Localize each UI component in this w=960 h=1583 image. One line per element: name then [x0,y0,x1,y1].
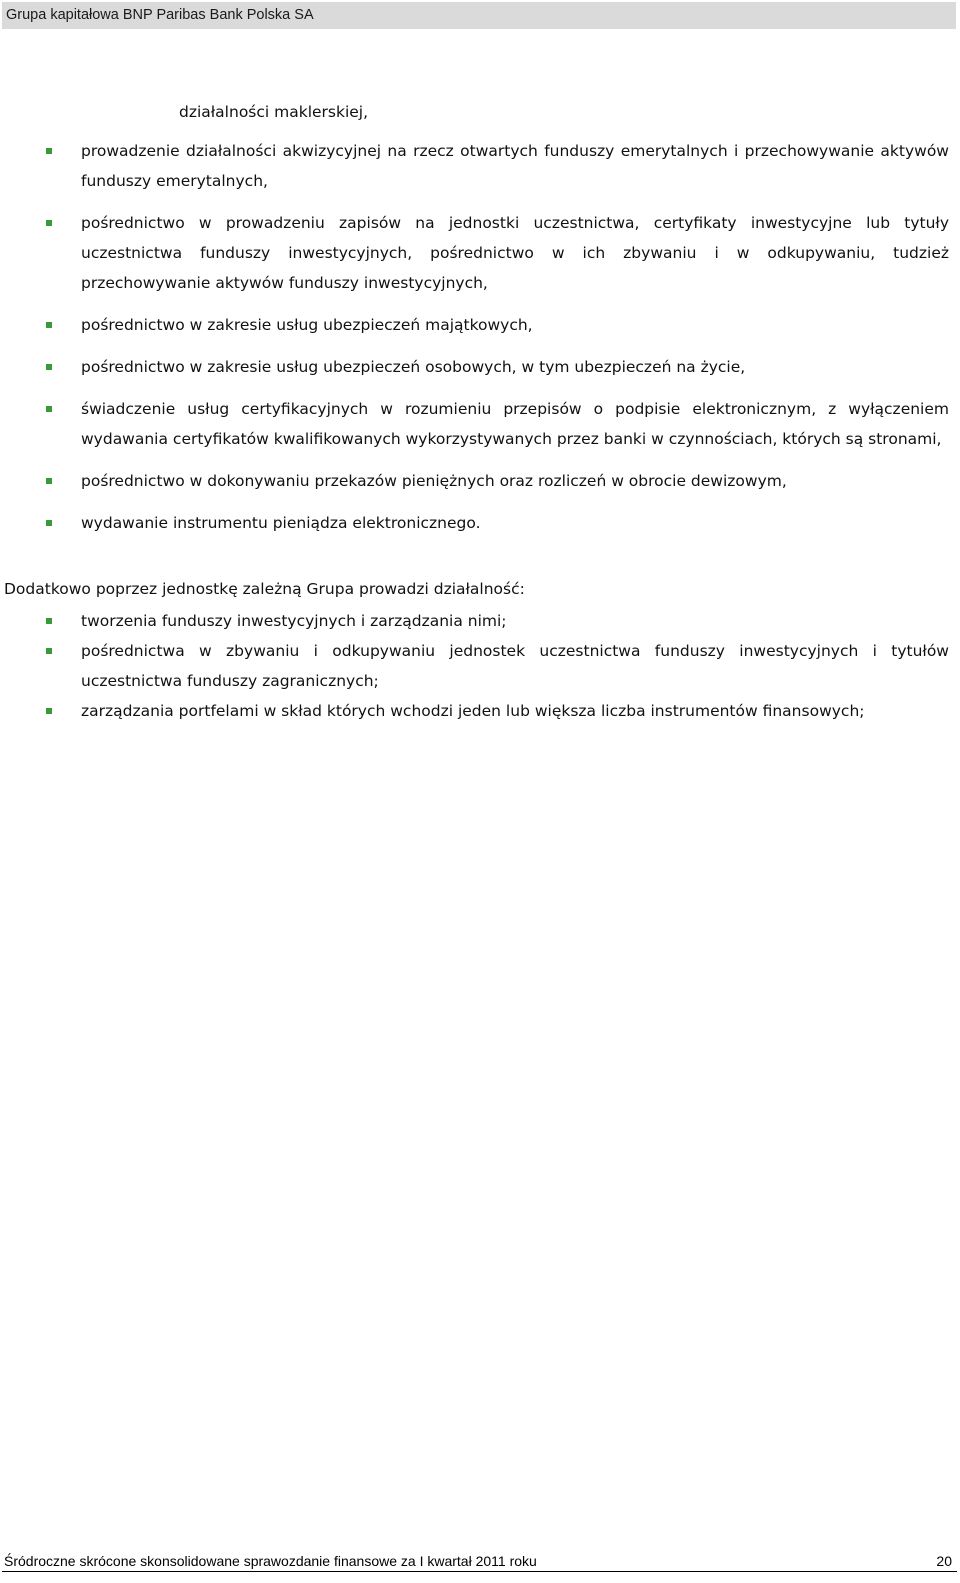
subsidiary-paragraph: Dodatkowo poprzez jednostkę zależną Grupa prowadzi działalność: [4,580,525,598]
list-item [0,352,949,382]
list-item [0,696,949,726]
square-bullet-icon [46,406,52,412]
page-header [2,2,956,29]
list-item-text: zarządzania portfelami w skład których wchodzi jeden lub większa liczba instrumentów finansowych; [81,702,865,720]
square-bullet-icon [46,478,52,484]
list-item-text: prowadzenie działalności akwizycyjnej na rzecz otwartych funduszy emerytalnych i przechowywanie aktywów funduszy emerytalnych, [81,142,949,190]
list-item-text: pośrednictwo w zakresie usług ubezpieczeń osobowych, w tym ubezpieczeń na życie, [81,358,746,376]
list-item-text: tworzenia funduszy inwestycyjnych i zarządzania nimi; [81,612,507,630]
square-bullet-icon [46,220,52,226]
list-item [0,466,949,496]
square-bullet-icon [46,648,52,654]
list-item-text: pośrednictwa w zbywaniu i odkupywaniu jednostek uczestnictwa funduszy inwestycyjnych i tytułów uczestnictwa funduszy zagranicznych; [81,642,949,690]
list-item [0,310,949,340]
square-bullet-icon [46,520,52,526]
list-item-text: pośrednictwo w prowadzeniu zapisów na jednostki uczestnictwa, certyfikaty inwestycyjne lub tytuły uczestnictwa funduszy inwestycyjnych, pośrednictwo w ich zbywaniu i w odkupywaniu, tudzież przechowywanie aktywów funduszy inwestycyjnych, [81,214,949,292]
square-bullet-icon [46,364,52,370]
square-bullet-icon [46,148,52,154]
list-item [0,508,949,538]
list-item [0,606,949,636]
page-number: 20 [936,1553,952,1569]
square-bullet-icon [46,322,52,328]
header-title: Grupa kapitałowa BNP Paribas Bank Polska SA [6,7,314,23]
list-item-text: pośrednictwo w dokonywaniu przekazów pieniężnych oraz rozliczeń w obrocie dewizowym, [81,472,787,490]
square-bullet-icon [46,618,52,624]
subsidiary-activity-list [0,606,960,726]
list-item [0,394,949,454]
continued-item-text: działalności maklerskiej, [179,103,369,121]
footer-title: Śródroczne skrócone skonsolidowane sprawozdanie finansowe za I kwartał 2011 roku [4,1553,537,1569]
footer-divider [2,1571,957,1572]
list-item [0,636,949,696]
list-item-text: wydawanie instrumentu pieniądza elektronicznego. [81,514,481,532]
list-item [0,208,949,298]
square-bullet-icon [46,708,52,714]
activity-list [0,136,960,550]
list-item [0,136,949,196]
list-item-text: pośrednictwo w zakresie usług ubezpieczeń majątkowych, [81,316,533,334]
list-item-text: świadczenie usług certyfikacyjnych w rozumieniu przepisów o podpisie elektronicznym, z wyłączeniem wydawania certyfikatów kwalifikowanych wykorzystywanych przez banki w czynnościach, których są stronami, [81,400,949,448]
